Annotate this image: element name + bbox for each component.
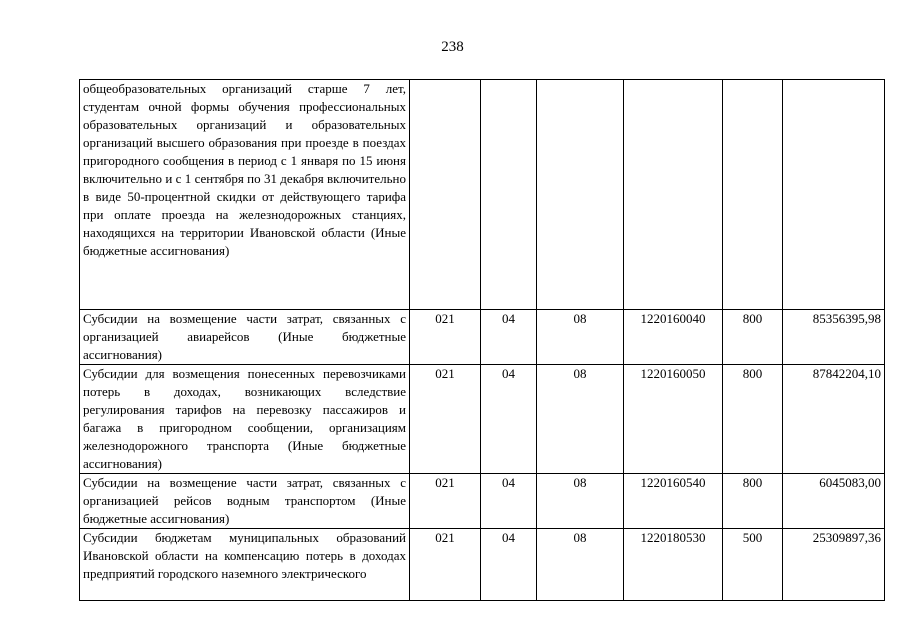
row-description: общеобразовательных организаций старше 7 лет, студентам очной формы обучения профессиональных образовательных организаций и образовательных организаций высшего образования при проезде в поездах пригородного сообщения в период с 1 января по 15 июня включительно и с 1 сентября по 31 декабря включительно в виде 50-процентной скидки от действующего тарифа при оплате проезда на железнодорожных станциях, находящихся на территории Ивановской области (Иные бюджетные ассигнования) [80, 80, 410, 310]
amount-value: 6045083,00 [783, 474, 885, 529]
amount-value: 87842204,10 [783, 365, 885, 474]
expense-type-code: 800 [723, 310, 783, 365]
section-code [481, 80, 537, 310]
target-article-code: 1220160040 [624, 310, 723, 365]
target-article-code: 1220180530 [624, 529, 723, 601]
row-description: Субсидии на возмещение части затрат, связанных с организацией рейсов водным транспортом (Иные бюджетные ассигнования) [80, 474, 410, 529]
subsection-code: 08 [537, 310, 624, 365]
section-code: 04 [481, 474, 537, 529]
table-row [80, 310, 885, 365]
amount-value: 25309897,36 [783, 529, 885, 601]
section-code: 04 [481, 529, 537, 601]
section-code: 04 [481, 310, 537, 365]
budget-table [79, 79, 885, 601]
expense-type-code: 500 [723, 529, 783, 601]
expense-type-code: 800 [723, 474, 783, 529]
row-description: Субсидии для возмещения понесенных перевозчиками потерь в доходах, возникающих вследствие регулирования тарифов на перевозку пассажиров и багажа в пригородном сообщении, организациям железнодорожного транспорта (Иные бюджетные ассигнования) [80, 365, 410, 474]
subsection-code [537, 80, 624, 310]
ministry-code [410, 80, 481, 310]
target-article-code: 1220160540 [624, 474, 723, 529]
row-description: Субсидии на возмещение части затрат, связанных с организацией авиарейсов (Иные бюджетные ассигнования) [80, 310, 410, 365]
subsection-code: 08 [537, 474, 624, 529]
ministry-code: 021 [410, 529, 481, 601]
expense-type-code: 800 [723, 365, 783, 474]
amount-value: 85356395,98 [783, 310, 885, 365]
ministry-code: 021 [410, 310, 481, 365]
expense-type-code [723, 80, 783, 310]
table-row [80, 365, 885, 474]
section-code: 04 [481, 365, 537, 474]
target-article-code [624, 80, 723, 310]
table-row [80, 80, 885, 310]
amount-value [783, 80, 885, 310]
table-row [80, 474, 885, 529]
ministry-code: 021 [410, 365, 481, 474]
table-row [80, 529, 885, 601]
subsection-code: 08 [537, 365, 624, 474]
row-description: Субсидии бюджетам муниципальных образований Ивановской области на компенсацию потерь в доходах предприятий городского наземного электрического [80, 529, 410, 601]
subsection-code: 08 [537, 529, 624, 601]
page-number: 238 [441, 39, 464, 55]
ministry-code: 021 [410, 474, 481, 529]
target-article-code: 1220160050 [624, 365, 723, 474]
